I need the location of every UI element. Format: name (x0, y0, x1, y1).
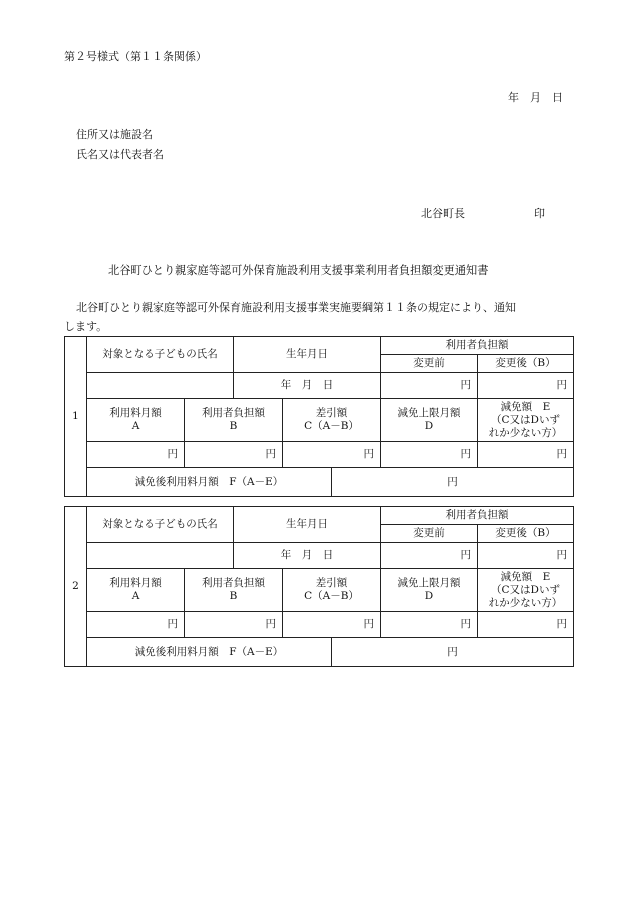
reduction-amount-label: 減免額 E (500, 570, 551, 583)
reduction-note-1: （C又はDいず (491, 413, 560, 426)
reduction-limit-header (381, 569, 478, 612)
difference-code: C（A－B） (304, 420, 359, 432)
row-number: 2 (65, 507, 87, 667)
fee-monthly-label: 利用料月額 (109, 407, 162, 419)
child-name-field[interactable] (87, 373, 234, 399)
after-change-header: 変更後（B） (478, 355, 574, 373)
user-burden-amount-field[interactable]: 円 (185, 612, 283, 638)
child-name-header: 対象となる子どもの氏名 (87, 337, 234, 373)
reduction-limit-field[interactable]: 円 (381, 612, 478, 638)
user-burden-amount-label: 利用者負担額 (202, 577, 265, 589)
child-name-header: 対象となる子どもの氏名 (87, 507, 234, 543)
reduction-amount-header (478, 569, 574, 612)
seal-mark: 印 (534, 207, 545, 220)
reduction-note-1: （C又はDいず (491, 583, 560, 596)
difference-field[interactable]: 円 (283, 612, 381, 638)
user-burden-header: 利用者負担額 (381, 507, 574, 525)
user-burden-amount-header (185, 399, 283, 442)
reduction-limit-label: 減免上限月額 (397, 577, 461, 589)
before-amount-field[interactable]: 円 (381, 373, 478, 399)
child-name-field[interactable] (87, 543, 234, 569)
birth-date-field[interactable]: 年 月 日 (234, 543, 381, 569)
reduction-limit-header (381, 399, 478, 442)
before-change-header: 変更前 (381, 355, 478, 373)
fee-monthly-header (87, 569, 185, 612)
reduction-limit-code: D (424, 590, 434, 602)
reduction-limit-field[interactable]: 円 (381, 442, 478, 468)
issue-date: 年 月 日 (508, 91, 563, 104)
fee-monthly-header (87, 399, 185, 442)
difference-code: C（A－B） (304, 590, 359, 602)
body-text-line1: 北谷町ひとり親家庭等認可外保育施設利用支援事業実施要綱第１１条の規定により、通知 (76, 301, 516, 314)
child-table-2 (64, 506, 574, 667)
issuer-title: 北谷町長 (421, 207, 465, 220)
user-burden-amount-header (185, 569, 283, 612)
difference-header (283, 399, 381, 442)
reduction-amount-field[interactable]: 円 (478, 442, 574, 468)
user-burden-header: 利用者負担額 (381, 337, 574, 355)
reduction-limit-label: 減免上限月額 (397, 407, 461, 419)
after-reduction-header: 減免後利用料月額 F（A－E） (87, 638, 332, 667)
body-text-line2: します。 (64, 320, 108, 333)
user-burden-amount-code: B (229, 420, 238, 432)
reduction-limit-code: D (424, 420, 434, 432)
reduction-amount-field[interactable]: 円 (478, 612, 574, 638)
difference-label: 差引額 (315, 577, 348, 589)
reduction-amount-label: 減免額 E (500, 400, 551, 413)
after-reduction-field[interactable]: 円 (332, 638, 574, 667)
difference-field[interactable]: 円 (283, 442, 381, 468)
recipient-address-label: 住所又は施設名 (76, 128, 153, 141)
form-number: 第２号様式（第１１条関係） (64, 50, 207, 63)
fee-monthly-field[interactable]: 円 (87, 442, 185, 468)
after-amount-field[interactable]: 円 (478, 543, 574, 569)
row-number: 1 (65, 337, 87, 497)
birth-date-field[interactable]: 年 月 日 (234, 373, 381, 399)
before-amount-field[interactable]: 円 (381, 543, 478, 569)
reduction-amount-header (478, 399, 574, 442)
after-amount-field[interactable]: 円 (478, 373, 574, 399)
child-table-1 (64, 336, 574, 497)
difference-header (283, 569, 381, 612)
after-reduction-header: 減免後利用料月額 F（A－E） (87, 468, 332, 497)
after-reduction-field[interactable]: 円 (332, 468, 574, 497)
fee-monthly-code: A (131, 420, 140, 432)
birth-date-header: 生年月日 (234, 337, 381, 373)
reduction-note-2: れか少ない方） (488, 596, 563, 609)
difference-label: 差引額 (315, 407, 348, 419)
before-change-header: 変更前 (381, 525, 478, 543)
birth-date-header: 生年月日 (234, 507, 381, 543)
fee-monthly-label: 利用料月額 (109, 577, 162, 589)
after-change-header: 変更後（B） (478, 525, 574, 543)
user-burden-amount-field[interactable]: 円 (185, 442, 283, 468)
fee-monthly-field[interactable]: 円 (87, 612, 185, 638)
document-title: 北谷町ひとり親家庭等認可外保育施設利用支援事業利用者負担額変更通知書 (108, 264, 489, 277)
recipient-name-label: 氏名又は代表者名 (76, 148, 164, 161)
user-burden-amount-label: 利用者負担額 (202, 407, 265, 419)
user-burden-amount-code: B (229, 590, 238, 602)
reduction-note-2: れか少ない方） (488, 426, 563, 439)
fee-monthly-code: A (131, 590, 140, 602)
